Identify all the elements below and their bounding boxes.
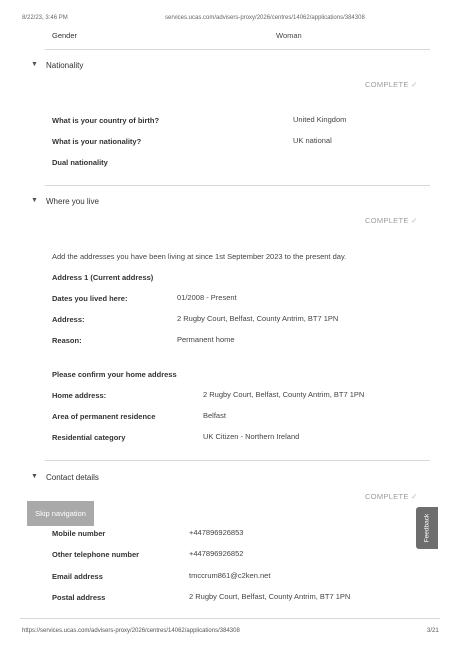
divider: [45, 185, 430, 186]
divider: [20, 618, 440, 619]
nationality-label: What is your nationality?: [52, 137, 142, 146]
print-header-url: services.ucas.com/advisers-proxy/2026/centres/14062/applications/384308: [165, 15, 365, 21]
check-icon: ✓: [411, 492, 418, 501]
area-of-residence-label: Area of permanent residence: [52, 412, 156, 421]
address-value: 2 Rugby Court, Belfast, County Antrim, BT7 1PN: [177, 314, 339, 323]
postal-address-value: 2 Rugby Court, Belfast, County Antrim, BT7 1PN: [189, 592, 351, 601]
home-address-value: 2 Rugby Court, Belfast, County Antrim, BT7 1PN: [203, 390, 365, 399]
address-heading: Address 1 (Current address): [52, 273, 154, 282]
home-address-label: Home address:: [52, 391, 107, 400]
reason-label: Reason:: [52, 336, 82, 345]
mobile-number-label: Mobile number: [52, 529, 106, 538]
contact-details-collapse-toggle[interactable]: [31, 473, 38, 480]
divider: [45, 460, 430, 461]
nationality-value: UK national: [293, 136, 332, 145]
country-of-birth-value: United Kingdom: [293, 115, 347, 124]
where-you-live-collapse-toggle[interactable]: [31, 197, 38, 204]
triangle-down-icon: ▼: [31, 473, 38, 480]
address-label: Address:: [52, 315, 85, 324]
gender-label: Gender: [52, 31, 78, 40]
residential-category-label: Residential category: [52, 433, 126, 442]
feedback-tab[interactable]: [416, 507, 438, 549]
print-datetime: 8/22/23, 3:46 PM: [22, 15, 68, 21]
other-telephone-label: Other telephone number: [52, 550, 140, 559]
other-telephone-value: +447896926852: [189, 549, 244, 558]
confirm-address-heading: Please confirm your home address: [52, 370, 177, 379]
triangle-down-icon: ▼: [31, 61, 38, 68]
contact-details-section-title: Contact details: [46, 473, 99, 482]
area-of-residence-value: Belfast: [203, 411, 226, 420]
dates-lived-label: Dates you lived here:: [52, 294, 128, 303]
email-address-label: Email address: [52, 572, 103, 581]
addresses-intro: Add the addresses you have been living at since 1st September 2023 to the present day.: [52, 252, 347, 261]
dual-nationality-label: Dual nationality: [52, 158, 108, 167]
country-of-birth-label: What is your country of birth?: [52, 116, 160, 125]
postal-address-label: Postal address: [52, 593, 106, 602]
mobile-number-value: +447896926853: [189, 528, 244, 537]
divider: [45, 49, 430, 50]
gender-value: Woman: [276, 31, 302, 40]
nationality-collapse-toggle[interactable]: [31, 61, 38, 68]
page-number: 3/21: [427, 628, 439, 634]
print-footer-url: https://services.ucas.com/advisers-proxy/2026/centres/14062/applications/384308: [22, 628, 240, 634]
nationality-status: COMPLETE ✓: [365, 80, 418, 89]
where-you-live-section-title: Where you live: [46, 197, 99, 206]
where-you-live-status: COMPLETE ✓: [365, 216, 418, 225]
nationality-section-title: Nationality: [46, 61, 84, 70]
skip-navigation-link[interactable]: Skip navigation: [27, 501, 94, 526]
dates-lived-value: 01/2008 - Present: [177, 293, 237, 302]
email-address-value: tmccrum861@c2ken.net: [189, 571, 271, 580]
reason-value: Permanent home: [177, 335, 235, 344]
check-icon: ✓: [411, 80, 418, 89]
check-icon: ✓: [411, 216, 418, 225]
residential-category-value: UK Citizen - Northern Ireland: [203, 432, 300, 441]
triangle-down-icon: ▼: [31, 197, 38, 204]
feedback-label: Feedback: [423, 513, 431, 543]
contact-details-status: COMPLETE ✓: [365, 492, 418, 501]
